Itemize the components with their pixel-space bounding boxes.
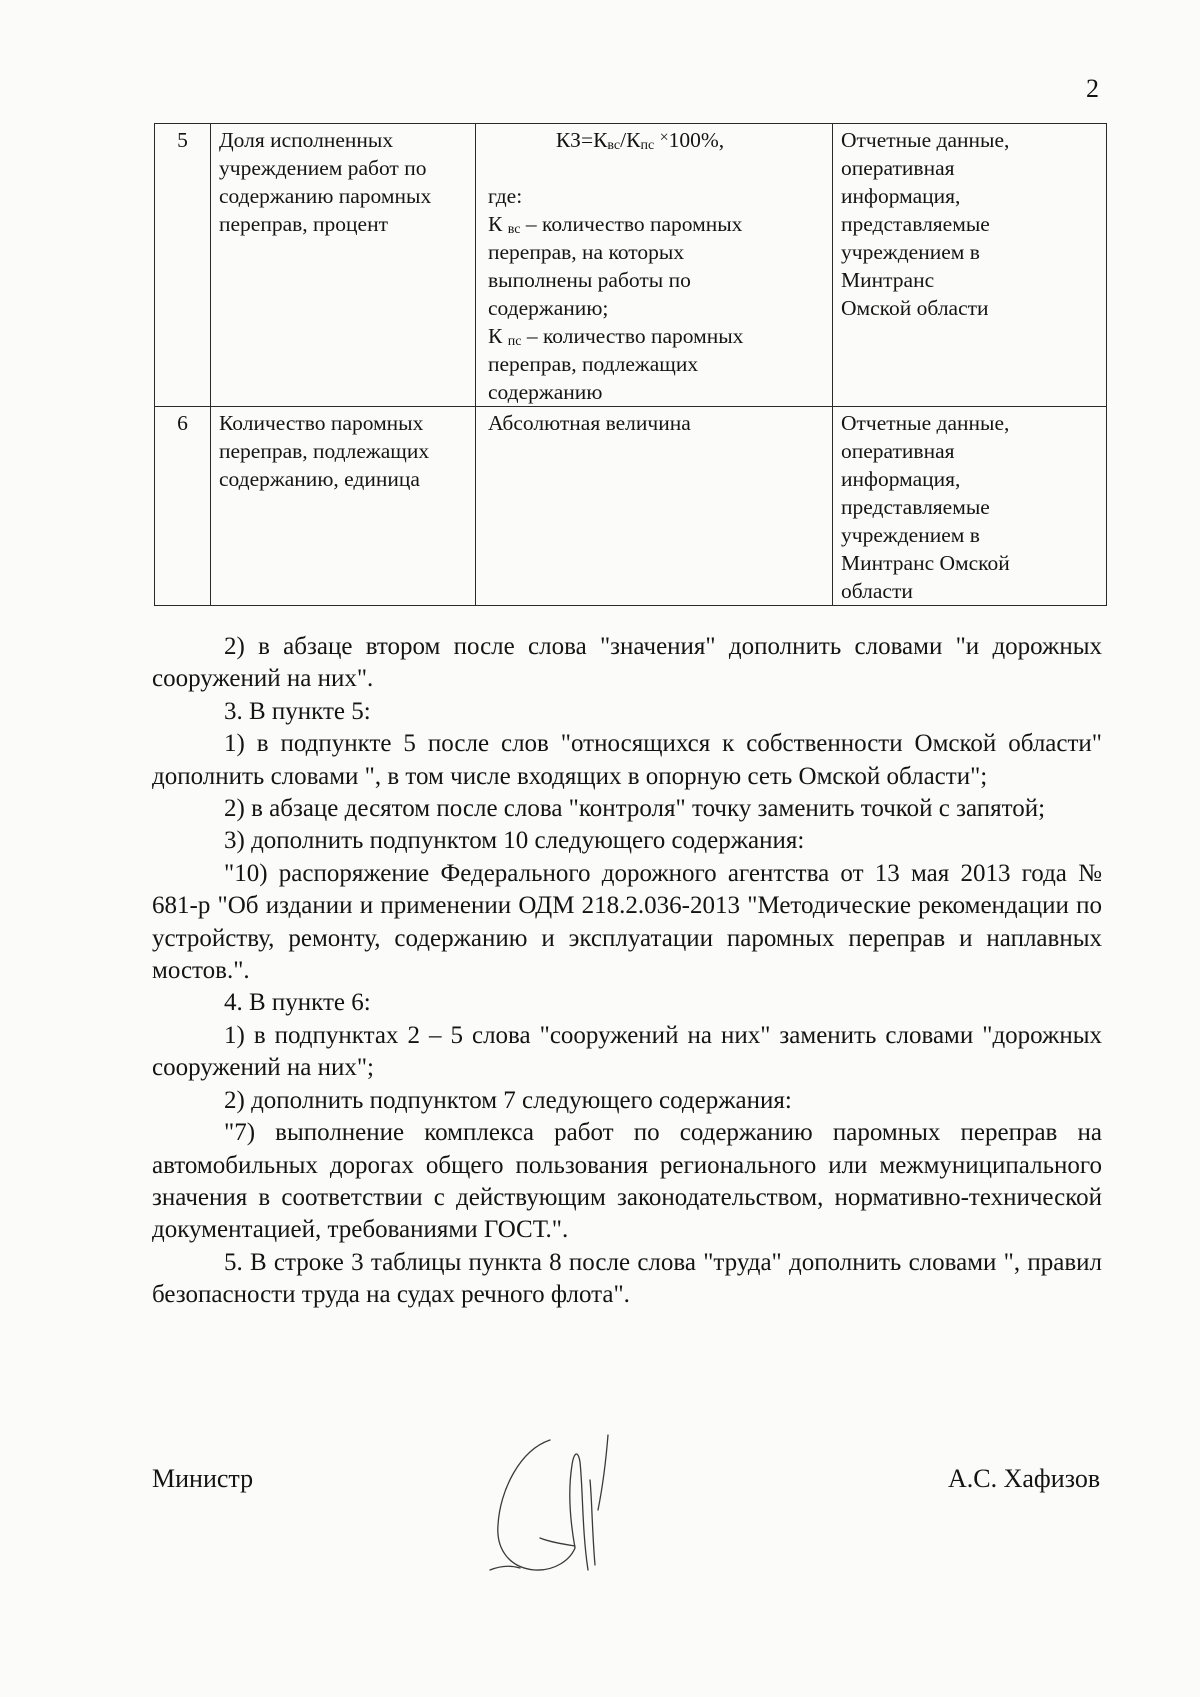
indicator-name-line: содержанию, единица [219, 467, 420, 491]
paragraph: "10) распоряжение Федерального дорожного агентства от 13 мая 2013 года № 681-р "Об издании и применении ОДМ 218.2.036-2013 "Методические рекомендации по устройству, ремонту, содержанию и эксплуатации паромных переправ и наплавных мостов.". [152, 859, 1102, 985]
formula-definition: К $_{вс}$ – количество паромных [488, 212, 743, 237]
paragraph: 5. В строке 3 таблицы пункта 8 после слова "труда" дополнить словами ", правил безопасности труда на судах речного флота". [152, 1248, 1102, 1309]
indicator-name-cell [211, 124, 476, 407]
data-source-line: учреждением в [841, 523, 980, 547]
data-source-line: оперативная [841, 439, 955, 463]
data-source-line: Омской области [841, 296, 989, 320]
data-source-cell [833, 124, 1107, 407]
paragraph: 2) дополнить подпунктом 7 следующего содержания: [224, 1086, 792, 1114]
data-source-line: информация, [841, 184, 961, 208]
paragraph: 4. В пункте 6: [224, 989, 371, 1017]
handwritten-signature [480, 1420, 660, 1580]
data-source-line: оперативная [841, 156, 955, 180]
paragraph: 1) в подпунктах 2 – 5 слова "сооружений на них" заменить словами "дорожных сооружений на них"; [152, 1021, 1102, 1082]
indicator-name-line: переправ, процент [219, 212, 388, 236]
indicator-name-line: Доля исполненных [219, 128, 394, 152]
signature-title: Министр [152, 1464, 254, 1493]
formula-cell [476, 124, 833, 407]
paragraph: 2) в абзаце втором после слова "значения" дополнить словами "и дорожных сооружений на них". [152, 633, 1102, 693]
data-source-line: представляемые [841, 495, 990, 519]
paragraph: 1) в подпункте 5 после слов "относящихся к собственности Омской области" дополнить словами ", в том числе входящих в опорную сеть Омской области"; [152, 730, 1102, 790]
formula-definition-line: содержанию [488, 380, 603, 404]
formula-definition-line: выполнены работы по [488, 268, 691, 292]
table-row [155, 407, 1107, 606]
data-source-line: представляемые [841, 212, 990, 236]
data-source-line: учреждением в [841, 240, 980, 264]
document-body [152, 631, 1102, 1312]
data-source-line: Минтранс Омской [841, 551, 1010, 575]
indicator-name-line: учреждением работ по [219, 156, 427, 180]
indicator-name-cell [211, 407, 476, 606]
formula-where: где: [488, 184, 523, 208]
indicator-name-line: переправ, подлежащих [219, 439, 430, 463]
data-source-cell [833, 407, 1107, 606]
formula-definition-line: переправ, подлежащих [488, 352, 699, 376]
indicator-table [154, 123, 1107, 606]
table-row [155, 124, 1107, 407]
data-source-line: Минтранс [841, 268, 935, 292]
formula-cell [476, 407, 833, 606]
page-number: 2 [1086, 74, 1099, 103]
row-number: 5 [155, 124, 211, 407]
paragraph: "7) выполнение комплекса работ по содержанию паромных переправ на автомобильных дорогах общего пользования регионального или межмуниципального значения в соответствии с действующим законодательством, нормативно-технической документацией, требованиями ГОСТ.". [152, 1119, 1102, 1244]
formula: $КЗ=К_{вс}/К_{пс}$ ×100%, [555, 128, 725, 153]
formula-definition-line: переправ, на которых [488, 240, 685, 264]
data-source-line: информация, [841, 467, 961, 491]
data-source-line: Отчетные данные, [841, 128, 1010, 152]
data-source-line: Отчетные данные, [841, 411, 1010, 435]
paragraph: 3) дополнить подпунктом 10 следующего содержания: [224, 827, 805, 855]
paragraph: 2) в абзаце десятом после слова "контроля" точку заменить точкой с запятой; [224, 795, 1046, 823]
formula-definition-line: содержанию; [488, 296, 609, 320]
paragraph: 3. В пункте 5: [224, 697, 371, 725]
indicator-name-line: содержанию паромных [219, 184, 432, 208]
formula-definition: К $_{пс}$ – количество паромных [488, 324, 744, 349]
formula-text: Абсолютная величина [488, 411, 691, 435]
data-source-line: области [841, 579, 913, 603]
indicator-name-line: Количество паромных [219, 411, 424, 435]
signatory-name: А.С. Хафизов [948, 1464, 1101, 1493]
row-number: 6 [155, 407, 211, 606]
